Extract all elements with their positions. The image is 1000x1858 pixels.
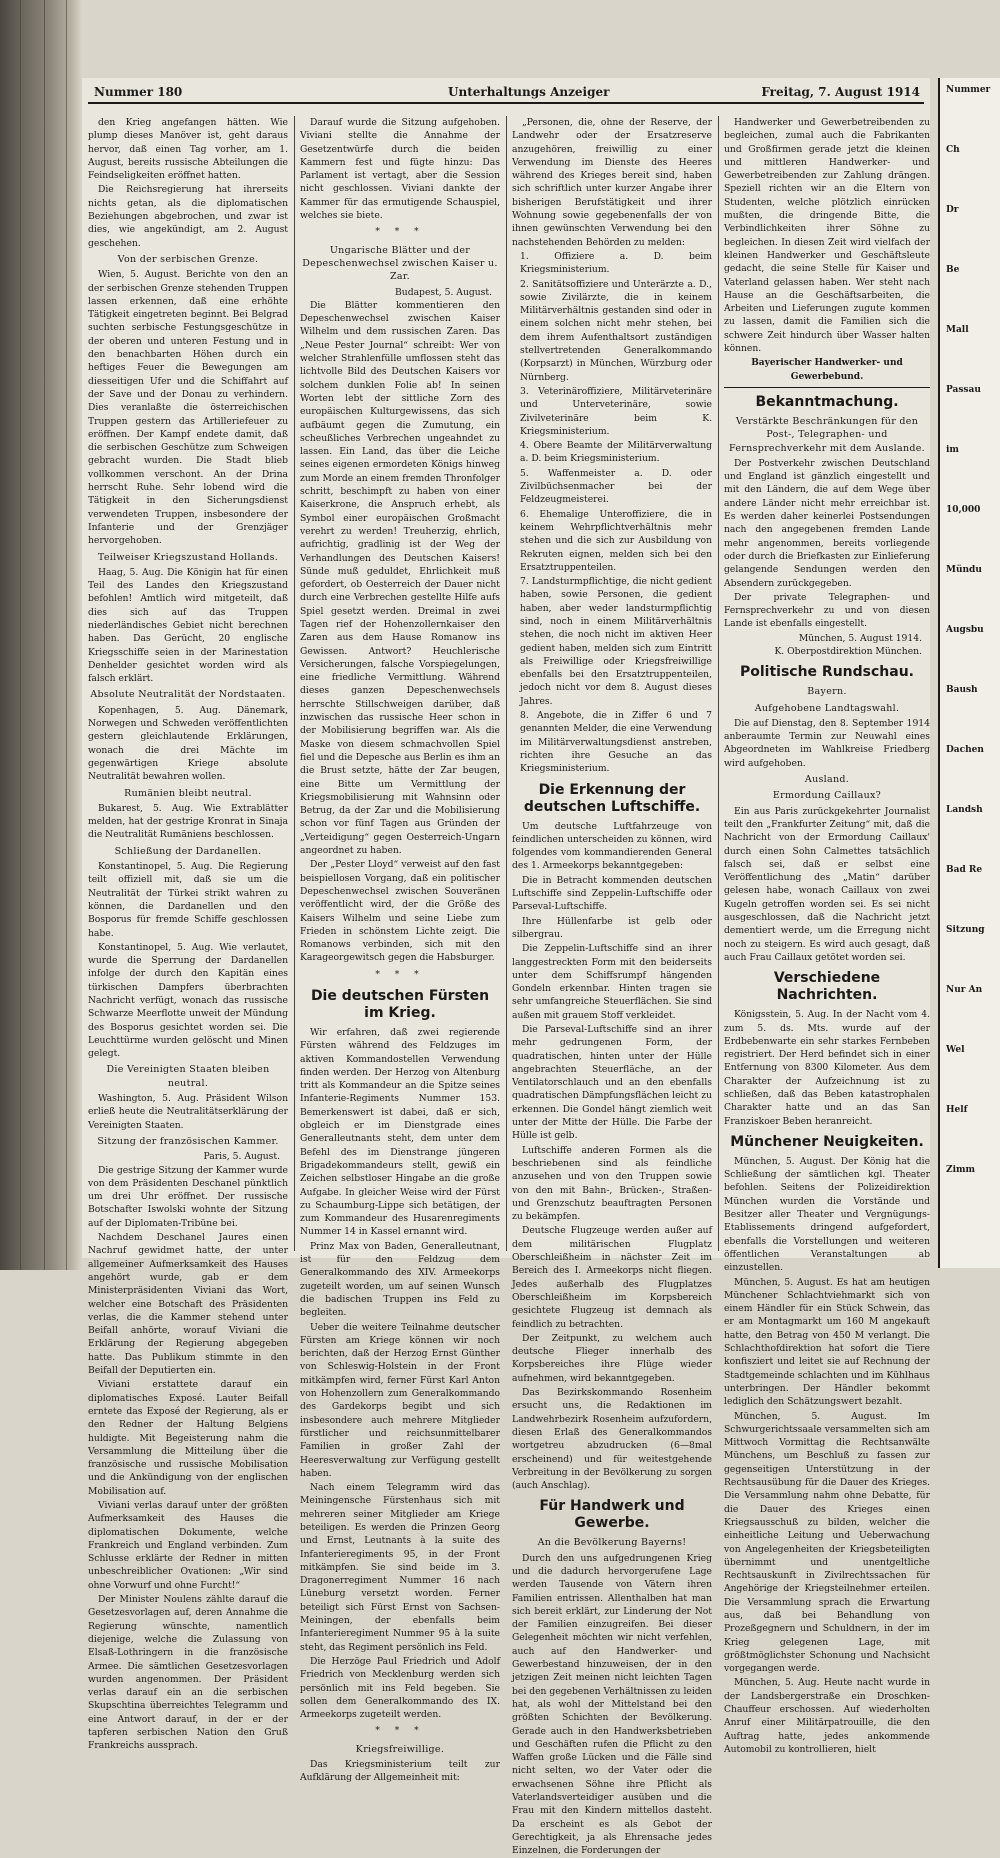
article-paragraph: München, 5. August. Im Schwurgerichtssaale versammelten sich am Mittwoch Vormittag die Rechtsanwälte Münchens, um Beschluß zu fassen zur gegenseitigen Unterstützung in der Rechtsausübung für die Dauer des Krieges. Die Versammlung nahm ohne Debatte, für die Dauer des Krieges einen Kriegsausschuß zu bilden, welcher die einheitliche Leitung und Ueberwachung von Angelegenheiten der Kriegsbeteiligten übernimmt und unentgeltliche Rechtsauskunft in Zivilrechtssachen für Angehörige der Kriegsteilnehmer erteilen. Die Versammlung sprach die Erwartung aus, daß bei Behandlung von Prozeßgegnern und Schuldnern, in der im Krieg gelegenen Lage, mit größtmöglichster Schonung und Nachsicht vorgegangen werde.	[724, 1410, 930, 1675]
column-2	[300, 116, 500, 1784]
article-paragraph: Deutsche Flugzeuge werden außer auf dem militärischen Flugplatz Oberschleißheim in nächster Zeit im Bereich des I. Armeekorps nicht fliegen. Jedes außerhalb des Flugplatzes Oberschleißheim im Korpsbereich gesichtete Flugzeug ist demnach als feindlich zu betrachten.	[512, 1225, 712, 1330]
article-headline: Die Erkennung der deutschen Luftschiffe.	[523, 781, 701, 815]
section-heading: Von der serbischen Grenze.	[117, 253, 259, 265]
adjacent-page-fragment: Passau	[946, 385, 981, 395]
adjacent-page-fragment: Dr	[946, 205, 959, 215]
article-paragraph: Um deutsche Luftfahrzeuge von feindlichen unterscheiden zu können, wird folgendes vom kommandierenden General des 1. Armeekorps bekanntgegeben:	[512, 820, 712, 872]
signature-line: Bayerischer Handwerker- und Gewerbebund.	[724, 357, 930, 388]
list-item: 5. Waffenmeister a. D. oder Zivilbüchsenmacher bei der Feldzeugmeisterei.	[520, 467, 712, 506]
section-heading: An die Bevölkerung Bayerns!	[537, 1537, 687, 1549]
section-heading: Rumänien bleibt neutral.	[124, 787, 252, 799]
adjacent-page-fragment: Ch	[946, 145, 960, 155]
binding-stripe	[20, 0, 21, 1270]
article-paragraph: den Krieg angefangen hätten. Wie plump dieses Manöver ist, geht daraus hervor, daß einen Tag vorher, am 1. August, bereits russische Abteilungen die Feindseligkeiten eröffnet hatten.	[88, 117, 288, 182]
issue-date: Freitag, 7. August 1914	[761, 85, 920, 99]
article-paragraph: Konstantinopel, 5. Aug. Die Regierung teilt offiziell mit, daß sie um die Neutralität der Türkei strikt wahren zu können, die Dardanellen und den Bosporus für fremde Schiffe geschlossen habe.	[88, 861, 288, 939]
article-paragraph: Königsstein, 5. Aug. In der Nacht vom 4. zum 5. ds. Mts. wurde auf der Erdbebenwarte ein sehr starkes Fernbeben registriert. Der Herd befindet sich in einer Entfernung von 8300 Kilometer. Aus dem Charakter der Aufzeichnung ist zu schließen, daß das Beben katastrophalen Charakter hatte und an das San Franziskoer Beben heranreicht.	[724, 1009, 930, 1127]
article-paragraph: „Personen, die, ohne der Reserve, der Landwehr oder der Ersatzreserve anzugehören, freiwillig zu einer Verwendung im Dienste des Heeres während des Krieges bereit sind, haben sich schriftlich unter kurzer Angabe ihrer bisherigen Berufstätigkeit und ihrer Wohnung sowie gegebenenfalls der von ihnen gewünschten Verwendung bei den nachstehenden Behörden zu melden:	[512, 117, 712, 248]
section-divider: * * *	[375, 227, 425, 238]
dateline: Budapest, 5. August.	[395, 286, 492, 298]
article-paragraph: Viviani erstattete darauf ein diplomatisches Exposé. Lauter Beifall erntete das Exposé der Regierung, als er den Redner der Haltung Belgiens huldigte. Mit Begeisterung nahm die Versammlung die Mitteilung über die französische und russische Mobilisation und die Ankündigung von der englischen Mobilisation auf.	[88, 1379, 288, 1497]
list-item: 1. Offiziere a. D. beim Kriegsministerium.	[520, 250, 712, 276]
article-paragraph: Der Minister Noulens zählte darauf die Gesetzesvorlagen auf, deren Annahme die Regierung wünschte, namentlich diejenige, welche die Zulassung von Elsaß-Lothringern in die französische Armee. Die sämtlichen Gesetzesvorlagen wurden angenommen. Der Präsident verlas darauf ein an die serbischen Skupschtina überreichtes Telegramm und eine Antwort darauf, in der er der tapferen serbischen Nation den Gruß Frankreichs aussprach.	[88, 1594, 288, 1752]
article-paragraph: Bukarest, 5. Aug. Wie Extrablätter melden, hat der gestrige Kronrat in Sinaja die Neutralität Rumäniens beschlossen.	[88, 802, 288, 841]
adjacent-page-fragment: Helf	[946, 1105, 968, 1115]
article-headline: Verschiedene Nachrichten.	[773, 970, 881, 1004]
article-paragraph: Die gestrige Sitzung der Kammer wurde von dem Präsidenten Deschanel pünktlich um drei Uhr eröffnet. Der russische Botschafter Iswolski wohnte der Sitzung auf der Diplomaten-Tribüne bei.	[88, 1164, 288, 1229]
article-paragraph: Ein aus Paris zurückgekehrter Journalist teilt den „Frankfurter Zeitung“ mit, daß die Nachricht von der Ermordung Caillaux' durch einen Sohn Calmettes tatsächlich falsch sei, daß er selbst eine Veröffentlichung des „Matin“ darüber gelesen habe, wonach Caillaux von zwei Kugeln getroffen worden sei. Es sei nicht ausgeschlossen, daß die Nachricht jetzt dementiert werde, um die Erregung nicht noch zu steigern. Es wird auch gesagt, daß auch Frau Caillaux getötet worden sei.	[724, 805, 930, 963]
column-rule	[294, 116, 295, 1251]
article-paragraph: Ueber die weitere Teilnahme deutscher Fürsten am Kriege können wir noch berichten, daß der Herzog Ernst Günther von Schleswig-Holstein in der Front mitkämpfen wird, ferner Fürst Karl Anton von Hohenzollern zum Generalkommando des Gardekorps begibt und sich insbesondere auch mehrere Mitglieder fürstlicher und reichsunmittelbarer Familien in großer Zahl der Heeresverwaltung zur Verfügung gestellt haben.	[300, 1321, 500, 1479]
article-paragraph: Der Zeitpunkt, zu welchem auch deutsche Flieger innerhalb des Korpsbereiches ihre Flüge wieder aufnehmen, wird bekanntgegeben.	[512, 1332, 712, 1384]
column-rule	[506, 116, 507, 1251]
adjacent-page-fragment: Nummer	[946, 85, 991, 95]
article-paragraph: Die auf Dienstag, den 8. September 1914 anberaumte Termin zur Neuwahl eines Abgeordneten im Wahlkreise Friedberg wird aufgehoben.	[724, 717, 930, 769]
section-heading: Die Vereinigten Staaten bleiben neutral.	[106, 1064, 270, 1089]
article-paragraph: Die Parseval-Luftschiffe sind an ihrer mehr gedrungenen Form, der quadratischen, hinten unter der Hülle angebrachten Steuerfläche, an der Ventilatorschlauch und an den ebenfalls quadratischen Dämpfungsflächen leicht zu erkennen. Die Gondel hängt ziemlich weit unter der Mitte der Hülle. Die Farbe der Hülle ist gelb.	[512, 1024, 712, 1142]
article-paragraph: Die Reichsregierung hat ihrerseits nichts getan, als die diplomatischen Beziehungen abgebrochen, und zwar ist dies, wie angekündigt, am 2. August geschehen.	[88, 184, 288, 249]
section-divider: * * *	[375, 969, 425, 980]
section-heading: Schließung der Dardanellen.	[114, 845, 262, 857]
article-headline: Für Handwerk und Gewerbe.	[539, 1498, 685, 1532]
article-paragraph: Washington, 5. Aug. Präsident Wilson erließ heute die Neutralitätserklärung der Vereinigten Staaten.	[88, 1093, 288, 1131]
section-heading: Sitzung der französischen Kammer.	[97, 1135, 279, 1147]
adjacent-page-fragment: Mall	[946, 325, 969, 335]
page-binding-shadow	[0, 0, 82, 1270]
column-4	[724, 116, 930, 1755]
section-heading: Aufgehobene Landtagswahl.	[754, 702, 900, 714]
article-paragraph: Durch den uns aufgedrungenen Krieg und die dadurch hervorgerufene Lage werden Tausende von Vätern ihren Familien entrissen. Allenthalben hat man sich bereit erklärt, zur Linderung der Not der Familien einzugreifen. Bei dieser Gelegenheit möchten wir nicht verfehlen, auch auf den Handwerker- und Gewerbestand hinzuweisen, der in den jetzigen Zeit meinen nicht leichten Tagen bei den gegebenen Verhältnissen zu leiden hat, als wohl der Mittelstand bei den größten Schichten der Bevölkerung. Gerade auch in den Handwerksbetrieben und Geschäften rufen die Pflicht zu den Waffen große Lücken und die Fälle sind nicht selten, wo der Vater oder die erwachsenen Söhne ihre Pflicht als Vaterlandsverteidiger ausüben und die Frau mit den Kindern mittellos dasteht. Da erscheint es als Gebot der Gerechtigkeit, ja als Ehrensache jedes Einzelnen, die Forderungen der	[512, 1552, 712, 1857]
list-item: 7. Landsturmpflichtige, die nicht gedient haben, sowie Personen, die gedient haben, aber weder landsturmpflichtig sind, noch in einem Militärverhältnis stehen, die noch nicht im aktiven Heer gedient haben, melden sich zum Eintritt als Freiwillige oder Kriegsfreiwillige ebenfalls bei den Ersatztruppenteilen, jedoch nicht vor dem 8. August dieses Jahres.	[520, 576, 712, 707]
list-item: 4. Obere Beamte der Militärverwaltung a. D. beim Kriegsministerium.	[520, 440, 712, 465]
section-divider: * * *	[375, 1726, 425, 1737]
adjacent-page-fragment: Sitzung	[946, 925, 985, 935]
adjacent-page-fragment: Augsbu	[946, 625, 984, 635]
article-paragraph: Die Zeppelin-Luftschiffe sind an ihrer langgestreckten Form mit den beiderseits unter dem Schiffsrumpf hängenden Gondeln erkennbar. Hinten tragen sie sehr umfangreiche Steuerflächen. Sie sind außen mit grauem Stoff verkleidet.	[512, 943, 712, 1021]
page-header	[88, 82, 924, 104]
article-headline: Bekanntmachung.	[755, 393, 899, 410]
article-paragraph: Luftschiffe anderen Formen als die beschriebenen sind als feindliche anzusehen und von den Truppen sowie von den mit Bahn-, Brücken-, Straßen- und Grenzschutz beauftragten Personen zu bekämpfen.	[512, 1144, 712, 1223]
section-heading: Bayern.	[807, 686, 847, 698]
section-heading: Ausland.	[804, 774, 850, 786]
adjacent-page-fragment: Wel	[946, 1045, 965, 1055]
list-item: 8. Angebote, die in Ziffer 6 und 7 genannten Melder, die eine Verwendung im Militärverwaltungsdienst anstreben, richten ihre Gesuche an das Kriegsministerium.	[520, 710, 712, 775]
issue-number: Nummer 180	[94, 85, 183, 99]
article-paragraph: Der Postverkehr zwischen Deutschland und England ist gänzlich eingestellt und mit den Ländern, die auf dem Wege über andere Länder nicht mehr erreichbar ist. Es werden daher keinerlei Postsendungen nach den angegebenen fremden Lande mehr angenommen, bereits vorliegende oder durch die Briefkasten zur Einlieferung gelangende Sendungen werden den Absendern zurückgegeben.	[724, 457, 930, 589]
column-rule	[718, 116, 719, 1251]
section-heading: Verstärkte Beschränkungen für den Post-, Telegraphen- und Fernsprechverkehr mit dem Auslande.	[728, 415, 925, 454]
article-paragraph: Nachdem Deschanel Jaures einen Nachruf gewidmet hatte, der unter allgemeiner Aufmerksamkeit des Hauses angehört wurde, gab er dem Ministerpräsidenten Viviani das Wort, welcher eine Botschaft des Präsidenten verlas, die die Kammer stehend unter Beifall anhörte, worauf Viviani die Erklärung der Regierung abgegeben hatte. Das Publikum stimmte in den Beifall der Deputierten ein.	[88, 1232, 288, 1377]
section-heading: Teilweiser Kriegszustand Hollands.	[97, 551, 279, 563]
binding-stripe	[66, 0, 67, 1270]
list-item: 2. Sanitätsoffiziere und Unterärzte a. D., sowie Zivilärzte, die in keinem Militärverhältnis gestanden sind oder in einem solchen nicht mehr stehen, bei dem ihrem Aufenthaltsort zuständigen stellvertretenden Generalkommando (Korpsarzt) in München, Würzburg oder Nürnberg.	[520, 278, 712, 383]
article-paragraph: Darauf wurde die Sitzung aufgehoben. Viviani stellte die Annahme der Gesetzentwürfe durch die beiden Kammern fest und fügte hinzu: Das Parlament ist vertagt, aber die Session nicht geschlossen. Viviani dankte der Kammer für das ermutigende Schauspiel, welches sie biete.	[300, 117, 500, 222]
article-paragraph: München, 5. August. Der König hat die Schließung der sämtlichen kgl. Theater befohlen. Seitens der Polizeidirektion München wurden die Vorstände und Besitzer aller Theater und Vergnügungs-Etablissements dringend aufgefordert, ebenfalls die Vorstellungen und weiteren öffentlichen Veranstaltungen ab einzustellen.	[724, 1155, 930, 1274]
adjacent-page-fragment: Landsh	[946, 805, 983, 815]
article-paragraph: Ihre Hüllenfarbe ist gelb oder silbergrau.	[512, 915, 712, 940]
adjacent-page-fragment: Baush	[946, 685, 978, 695]
article-headline: Münchener Neuigkeiten.	[730, 1133, 924, 1150]
dateline: München, 5. August 1914.	[798, 632, 922, 644]
adjacent-page-fragment: Be	[946, 265, 960, 275]
article-paragraph: Der private Telegraphen- und Fernsprechverkehr zu und von diesen Lande ist ebenfalls eingestellt.	[724, 591, 930, 630]
column-1	[88, 116, 288, 1752]
article-paragraph: Wir erfahren, daß zwei regierende Fürsten während des Feldzuges im aktiven Kommandostellen Verwendung finden werden. Der Herzog von Altenburg tritt als Kommandeur an die Spitze seines Infanterie-Regiments Nummer 153. Bemerkenswert ist dabei, daß er sich, obgleich er im Dienstgrade eines Generalleutnants steht, dem unter dem Befehl des im Dienstrange jüngeren Brigadekommandeurs stellt, gewiß ein Zeichen selbstloser Hingabe an die große Aufgabe. In gleicher Weise wird der Fürst zu Schaumburg-Lippe sich betätigen, der zum Kommandeur des Husarenregiments Nummer 14 in Kassel ernannt wird.	[300, 1027, 500, 1238]
article-headline: Die deutschen Fürsten im Krieg.	[310, 988, 490, 1021]
article-paragraph: Haag, 5. Aug. Die Königin hat für einen Teil des Landes den Kriegszustand befohlen! Amtlich wird mitgeteilt, daß dies sich auf das Truppen niederländisches Gebiet nicht berechnen haben. Das Gerücht, 20 englische Kriegsschiffe seien in der Marinestation Denhelder gesichtet worden wird als falsch erklärt.	[88, 566, 288, 685]
section-heading: Ermordung Caillaux?	[772, 790, 882, 802]
article-paragraph: Das Kriegsministerium teilt zur Aufklärung der Allgemeinheit mit:	[300, 1759, 500, 1784]
article-paragraph: Die Herzöge Paul Friedrich und Adolf Friedrich von Mecklenburg werden sich persönlich mit ins Feld begeben. Sie sollen dem Generalkommando des IX. Armeekorps zugeteilt werden.	[300, 1655, 500, 1721]
dateline: Paris, 5. August.	[203, 1151, 280, 1163]
article-paragraph: Das Bezirkskommando Rosenheim ersucht uns, die Redaktionen im Landwehrbezirk Rosenheim aufzufordern, diesen Erlaß des Generalkommandos wortgetreu abzudrucken (6—8mal erscheinend) und für weitestgehende Verbreitung in der Bevölkerung zu sorgen (auch Anschlag).	[512, 1387, 712, 1492]
column-3	[512, 116, 712, 1857]
adjacent-page-edge	[940, 78, 1000, 1268]
article-paragraph: Konstantinopel, 5. Aug. Wie verlautet, wurde die Sperrung der Dardanellen infolge der durch den Kapitän eines türkischen Dampfers überbrachten Nachricht verfügt, wonach das russische Schwarze Meerflotte unweit der Mündung des Bosporus gesichtet worden sei. Die Leuchttürme wurden gelöscht und Minen gelegt.	[88, 941, 288, 1060]
article-paragraph: Viviani verlas darauf unter der größten Aufmerksamkeit des Hauses die diplomatischen Dokumente, welche Frankreich und England verbinden. Zum Schlusse erklärte der Redner in mitten unbeschreiblicher Ovationen: „Wir sind ohne Vorwurf und ohne Furcht!“	[88, 1499, 288, 1591]
list-item: 6. Ehemalige Unteroffiziere, die in keinem Wehrpflichtverhältnis mehr stehen und die sich zur Ausbildung von Rekruten eignen, melden sich bei den Ersatztruppenteilen.	[520, 508, 712, 573]
article-paragraph: Nach einem Telegramm wird das Meiningensche Fürstenhaus sich mit mehreren seiner Mitglieder am Kriege beteiligen. Es werden die Prinzen Georg und Ernst, Leutnants à la suite des Infanterieregiments 95, in der Front mitkämpfen. Sie sind beide im 3. Dragonerregiment Nummer 16 nach Lüneburg versetzt worden. Ferner beteiligt sich Fürst Ernst von Sachsen-Meiningen, der ebenfalls beim Infanterieregiment Nummer 95 à la suite steht, das Regiment persönlich ins Feld.	[300, 1482, 500, 1653]
article-paragraph: Die in Betracht kommenden deutschen Luftschiffe sind Zeppelin-Luftschiffe oder Parseval-Luftschiffe.	[512, 874, 712, 913]
article-paragraph: Prinz Max von Baden, Generalleutnant, ist für den Feldzug dem Generalkommando des XIV. Armeekorps zugeteilt worden, um auf seinen Wunsch die badischen Truppen ins Feld zu begleiten.	[300, 1240, 500, 1319]
section-heading: Ungarische Blätter und der Depeschenwechsel zwischen Kaiser u. Zar.	[302, 244, 498, 283]
article-paragraph: Die Blätter kommentieren den Depeschenwechsel zwischen Kaiser Wilhelm und dem russischen Zaren. Das „Neue Pester Journal“ schreibt: Wer von welcher Strahlenfülle umflossen steht das lichtvolle Bild des Deutschen Kaisers vor solchem dunklen Folie ab! In seinen Worten lebt der sittliche Zorn des europäischen Kulturgewissens, das sich aufbäumt gegen die Zumutung, ein scheußliches Verbrechen ungeahndet zu lassen. Ein Land, das über die Leiche seines eigenen ermordeten Königs hinweg zum Morde an einem fremden Thronfolger schritt, beschimpft zu haben von einer Kaiserkrone, die Anspruch erhebt, als Symbol einer europäischen Großmacht verehrt zu werden! Treuherzig, ehrlich, aufrichtig, gradlinig ist der Weg der Verhandlungen des Deutschen Kaisers! Sünde muß geduldet, Ehrlichkeit muß gefordert, ob Oesterreich der Dauer nicht durch eine Verbrechen gestellte Hilfe aufs Spiel gesetzt werden. Dreimal in zwei Tagen rief der Hohenzollernkaiser den Zaren aus dem Hause Romanow ins Gewissen. Antwort? Heuchlerische Versicherungen, falsche Vorspiegelungen, eine friedliche Vermittlung. Während dieses ganzen Depeschenwechsels herrschte Stillschweigen darüber, daß inzwischen das russische Heer schon in der Mobilisierung begriffen war. Als die Maske von diesem schmachvollen Spiel fiel und die Depesche aus Berlin es ihm an die Brust setzte, hätte der Zar beugen, eine Bitte um Vermittlung der Kriegsmobilisierung mit Wahnsinn oder Betrug, da der Zar und die Mobilisierung schon vor fünf Tagen aus Gründen der „Verteidigung“ gegen Oesterreich-Ungarn angeordnet zu haben.	[300, 299, 500, 857]
section-heading: Absolute Neutralität der Nordstaaten.	[90, 689, 286, 701]
article-paragraph: Wien, 5. August. Berichte von den an der serbischen Grenze stehenden Truppen lassen erkennen, daß eine erhöhte Tätigkeit eingetreten beginnt. Bei Belgrad suchten serbische Festungsgeschütze in der oberen und unteren Festung und in den benachbarten Höhen durch ein heftiges Feuer die Bewegungen am diesseitigen Ufer und die Schiffahrt auf der Save und der Donau zu verhindern. Dies veranlaßte die österreichischen Truppen gestern das Artilleriefeuer zu eröffnen. Der Kampf endete damit, daß die serbischen Geschütze zum Schweigen gebracht wurden. Die Stadt blieb vollkommen verschont. An der Drina herrscht Ruhe. Sehr lobend wird die Tätigkeit in den Sicherungsdienst verwendeten Truppen, insbesondere der Infanterie und der Grenzjäger hervorgehoben.	[88, 269, 288, 547]
adjacent-page-fragment: 10,000	[946, 505, 981, 515]
adjacent-page-fragment: Bad Re	[946, 865, 983, 875]
dateline: K. Oberpostdirektion München.	[774, 645, 922, 657]
adjacent-page-fragment: im	[946, 445, 959, 455]
adjacent-page-fragment: Zimm	[946, 1165, 976, 1175]
section-heading: Kriegsfreiwillige.	[355, 1743, 445, 1755]
adjacent-page-fragment: Nur An	[946, 985, 983, 995]
adjacent-page-fragment: Mündu	[946, 565, 982, 575]
article-paragraph: München, 5. August. Es hat am heutigen Münchener Schlachtviehmarkt sich von einem Händler für ein Stück Schwein, das er am Montagmarkt um 160 M angekauft hatte, den Betrag von 450 M verlangt. Die Schlachthofdirektion hat sofort die Tiere konfisziert und leitet sie auf Rechnung der Stadtgemeinde schlachten und im Kühlhaus unterbringen. Der Händler bekommt lediglich den Schätzungswert bezahlt.	[724, 1276, 930, 1408]
article-paragraph: Kopenhagen, 5. Aug. Dänemark, Norwegen und Schweden veröffentlichten gestern gleichlautende Erklärungen, wonach die drei Mächte im gegenwärtigen Kriege absolute Neutralität bewahren wollen.	[88, 704, 288, 783]
article-paragraph: Handwerker und Gewerbetreibenden zu begleichen, zumal auch die Fabrikanten und Großfirmen gerade jetzt die kleinen und mittleren Handwerker- und Gewerbetreibenden zur Zahlung drängen. Speziell richten wir an die Eltern von Studenten, welche plötzlich einrücken mußten, die dringende Bitte, die Verbindlichkeiten ihrer Söhne zu begleichen. In diesen Zeit wird vielfach der kleinen Handwerker und Geschäftsleute gedacht, die seine Stelle für Kaiser und Vaterland gelassen haben. Wer steht nach Hause an die Geschäftsarbeiten, die Arbeiten und Lieferungen zugute kommen zu lassen, damit die Familien sich die schwere Zeit hindurch über Wasser halten können.	[724, 117, 930, 355]
article-paragraph: Der „Pester Lloyd“ verweist auf den fast beispiellosen Vorgang, daß ein politischer Depeschenwechsel zwischen Souveränen veröffentlicht wird, der die Größe des Kaisers Wilhelm und seine Liebe zum Frieden in schönstem Lichte zeigt. Die Romanows verbinden, sich mit den Karageorgewitsch gegen die Habsburger.	[300, 859, 500, 964]
list-item: 3. Veterinäroffiziere, Militärveterinäre und Unterveterinäre, sowie Zivilveterinäre beim K. Kriegsministerium.	[520, 385, 712, 437]
article-paragraph: München, 5. Aug. Heute nacht wurde in der Landsbergerstraße ein Droschken-Chauffeur erschossen. Auf wiederholten Anruf einer Militärpatrouille, die den Auftrag hatte, jedes ankommende Automobil zu kontrollieren, hielt	[724, 1677, 930, 1755]
paper-title: Unterhaltungs Anzeiger	[448, 85, 610, 99]
binding-stripe	[44, 0, 45, 1270]
adjacent-page-fragment: Dachen	[946, 745, 984, 755]
article-headline: Politische Rundschau.	[739, 664, 914, 681]
